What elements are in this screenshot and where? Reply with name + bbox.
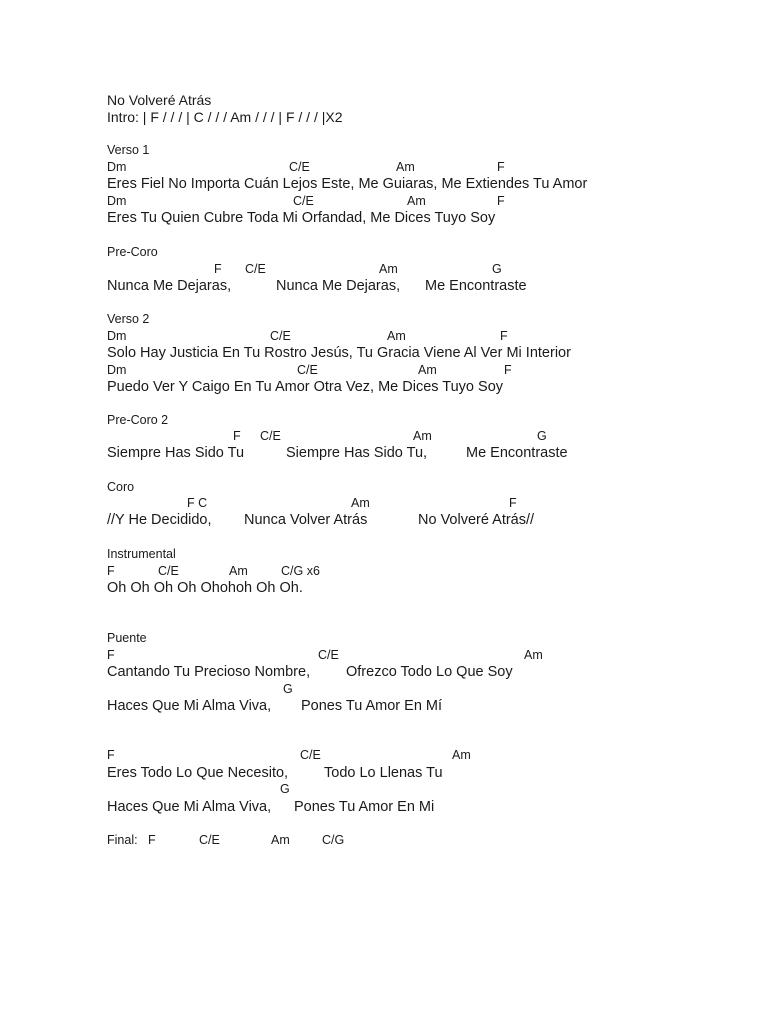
lyric-segment: Pones Tu Amor En Mí: [301, 698, 443, 714]
chord: F: [107, 564, 115, 578]
chord: Dm: [107, 363, 127, 377]
section-label-pre-coro-2: Pre-Coro 2: [107, 413, 169, 427]
chord: Am: [418, 363, 437, 377]
chord: C/E: [199, 833, 220, 847]
lyric-segment: Nunca Me Dejaras,: [276, 278, 401, 294]
chord: F C: [187, 496, 208, 510]
chord: C/E: [289, 160, 310, 174]
lyric-segment: Nunca Volver Atrás: [244, 512, 368, 528]
chord: Am: [413, 429, 432, 443]
intro-line: Intro: | F / / / | C / / / Am / / / | F / / / |X2: [107, 109, 343, 125]
chord: C/E: [158, 564, 179, 578]
lyric-segment: Eres Todo Lo Que Necesito,: [107, 765, 289, 781]
chord: Am: [396, 160, 415, 174]
chord: F: [233, 429, 241, 443]
lyric-segment: Nunca Me Dejaras,: [107, 278, 232, 294]
chord: Am: [351, 496, 370, 510]
section-label-verso-2: Verso 2: [107, 312, 150, 326]
chord: Dm: [107, 160, 127, 174]
chord: F: [107, 648, 115, 662]
chord: G: [537, 429, 547, 443]
lyric-segment: Me Encontraste: [425, 278, 527, 294]
chord: F: [497, 194, 505, 208]
lyric-segment: No Volveré Atrás//: [418, 512, 535, 528]
chord: Am: [229, 564, 248, 578]
chord: F: [509, 496, 517, 510]
chord: C/E: [300, 748, 321, 762]
chord: F: [107, 748, 115, 762]
lyric-segment: Siempre Has Sido Tu,: [286, 445, 428, 461]
chord: C/E: [245, 262, 266, 276]
chord: Am: [271, 833, 290, 847]
lyric-segment: Haces Que Mi Alma Viva,: [107, 799, 272, 815]
chord: Am: [524, 648, 543, 662]
chord: F: [504, 363, 512, 377]
chord: Dm: [107, 329, 127, 343]
chord: Am: [387, 329, 406, 343]
lyric-segment: Siempre Has Sido Tu: [107, 445, 245, 461]
chord: G: [283, 682, 293, 696]
lyric-line: Solo Hay Justicia En Tu Rostro Jesús, Tu Gracia Viene Al Ver Mi Interior: [107, 345, 571, 361]
chord: G: [280, 782, 290, 796]
lyric-segment: Cantando Tu Precioso Nombre,: [107, 664, 311, 680]
chord: F: [500, 329, 508, 343]
section-label-pre-coro: Pre-Coro: [107, 245, 158, 259]
lyric-segment: Ofrezco Todo Lo Que Soy: [346, 664, 513, 680]
lyric-segment: //Y He Decidido,: [107, 512, 212, 528]
chord: F: [148, 833, 156, 847]
lyric-line: Eres Tu Quien Cubre Toda Mi Orfandad, Me Dices Tuyo Soy: [107, 210, 496, 226]
lyric-segment: Haces Que Mi Alma Viva,: [107, 698, 272, 714]
chord: F: [497, 160, 505, 174]
section-label-puente: Puente: [107, 631, 147, 645]
lyric-segment: Me Encontraste: [466, 445, 568, 461]
section-label-instrumental: Instrumental: [107, 547, 176, 561]
chord: C/E: [297, 363, 318, 377]
chord: G: [492, 262, 502, 276]
chord: Am: [452, 748, 471, 762]
lyric-line: Puedo Ver Y Caigo En Tu Amor Otra Vez, Me Dices Tuyo Soy: [107, 379, 504, 395]
section-label-verso-1: Verso 1: [107, 143, 150, 157]
chord: C/E: [318, 648, 339, 662]
song-title: No Volveré Atrás: [107, 92, 212, 108]
lyric-line: Eres Fiel No Importa Cuán Lejos Este, Me Guiaras, Me Extiendes Tu Amor: [107, 176, 588, 192]
lyric-segment: Pones Tu Amor En Mi: [294, 799, 435, 815]
chord: C/E: [293, 194, 314, 208]
chord: F: [214, 262, 222, 276]
lyric-line: Oh Oh Oh Oh Ohohoh Oh Oh.: [107, 580, 303, 596]
chord: Am: [407, 194, 426, 208]
chord: C/G: [322, 833, 345, 847]
chord: C/E: [270, 329, 291, 343]
chord: Am: [379, 262, 398, 276]
section-label-final: Final:: [107, 833, 138, 847]
section-label-coro: Coro: [107, 480, 135, 494]
chord: C/G x6: [281, 564, 320, 578]
chord: Dm: [107, 194, 127, 208]
lyric-segment: Todo Lo Llenas Tu: [324, 765, 443, 781]
chord: C/E: [260, 429, 281, 443]
